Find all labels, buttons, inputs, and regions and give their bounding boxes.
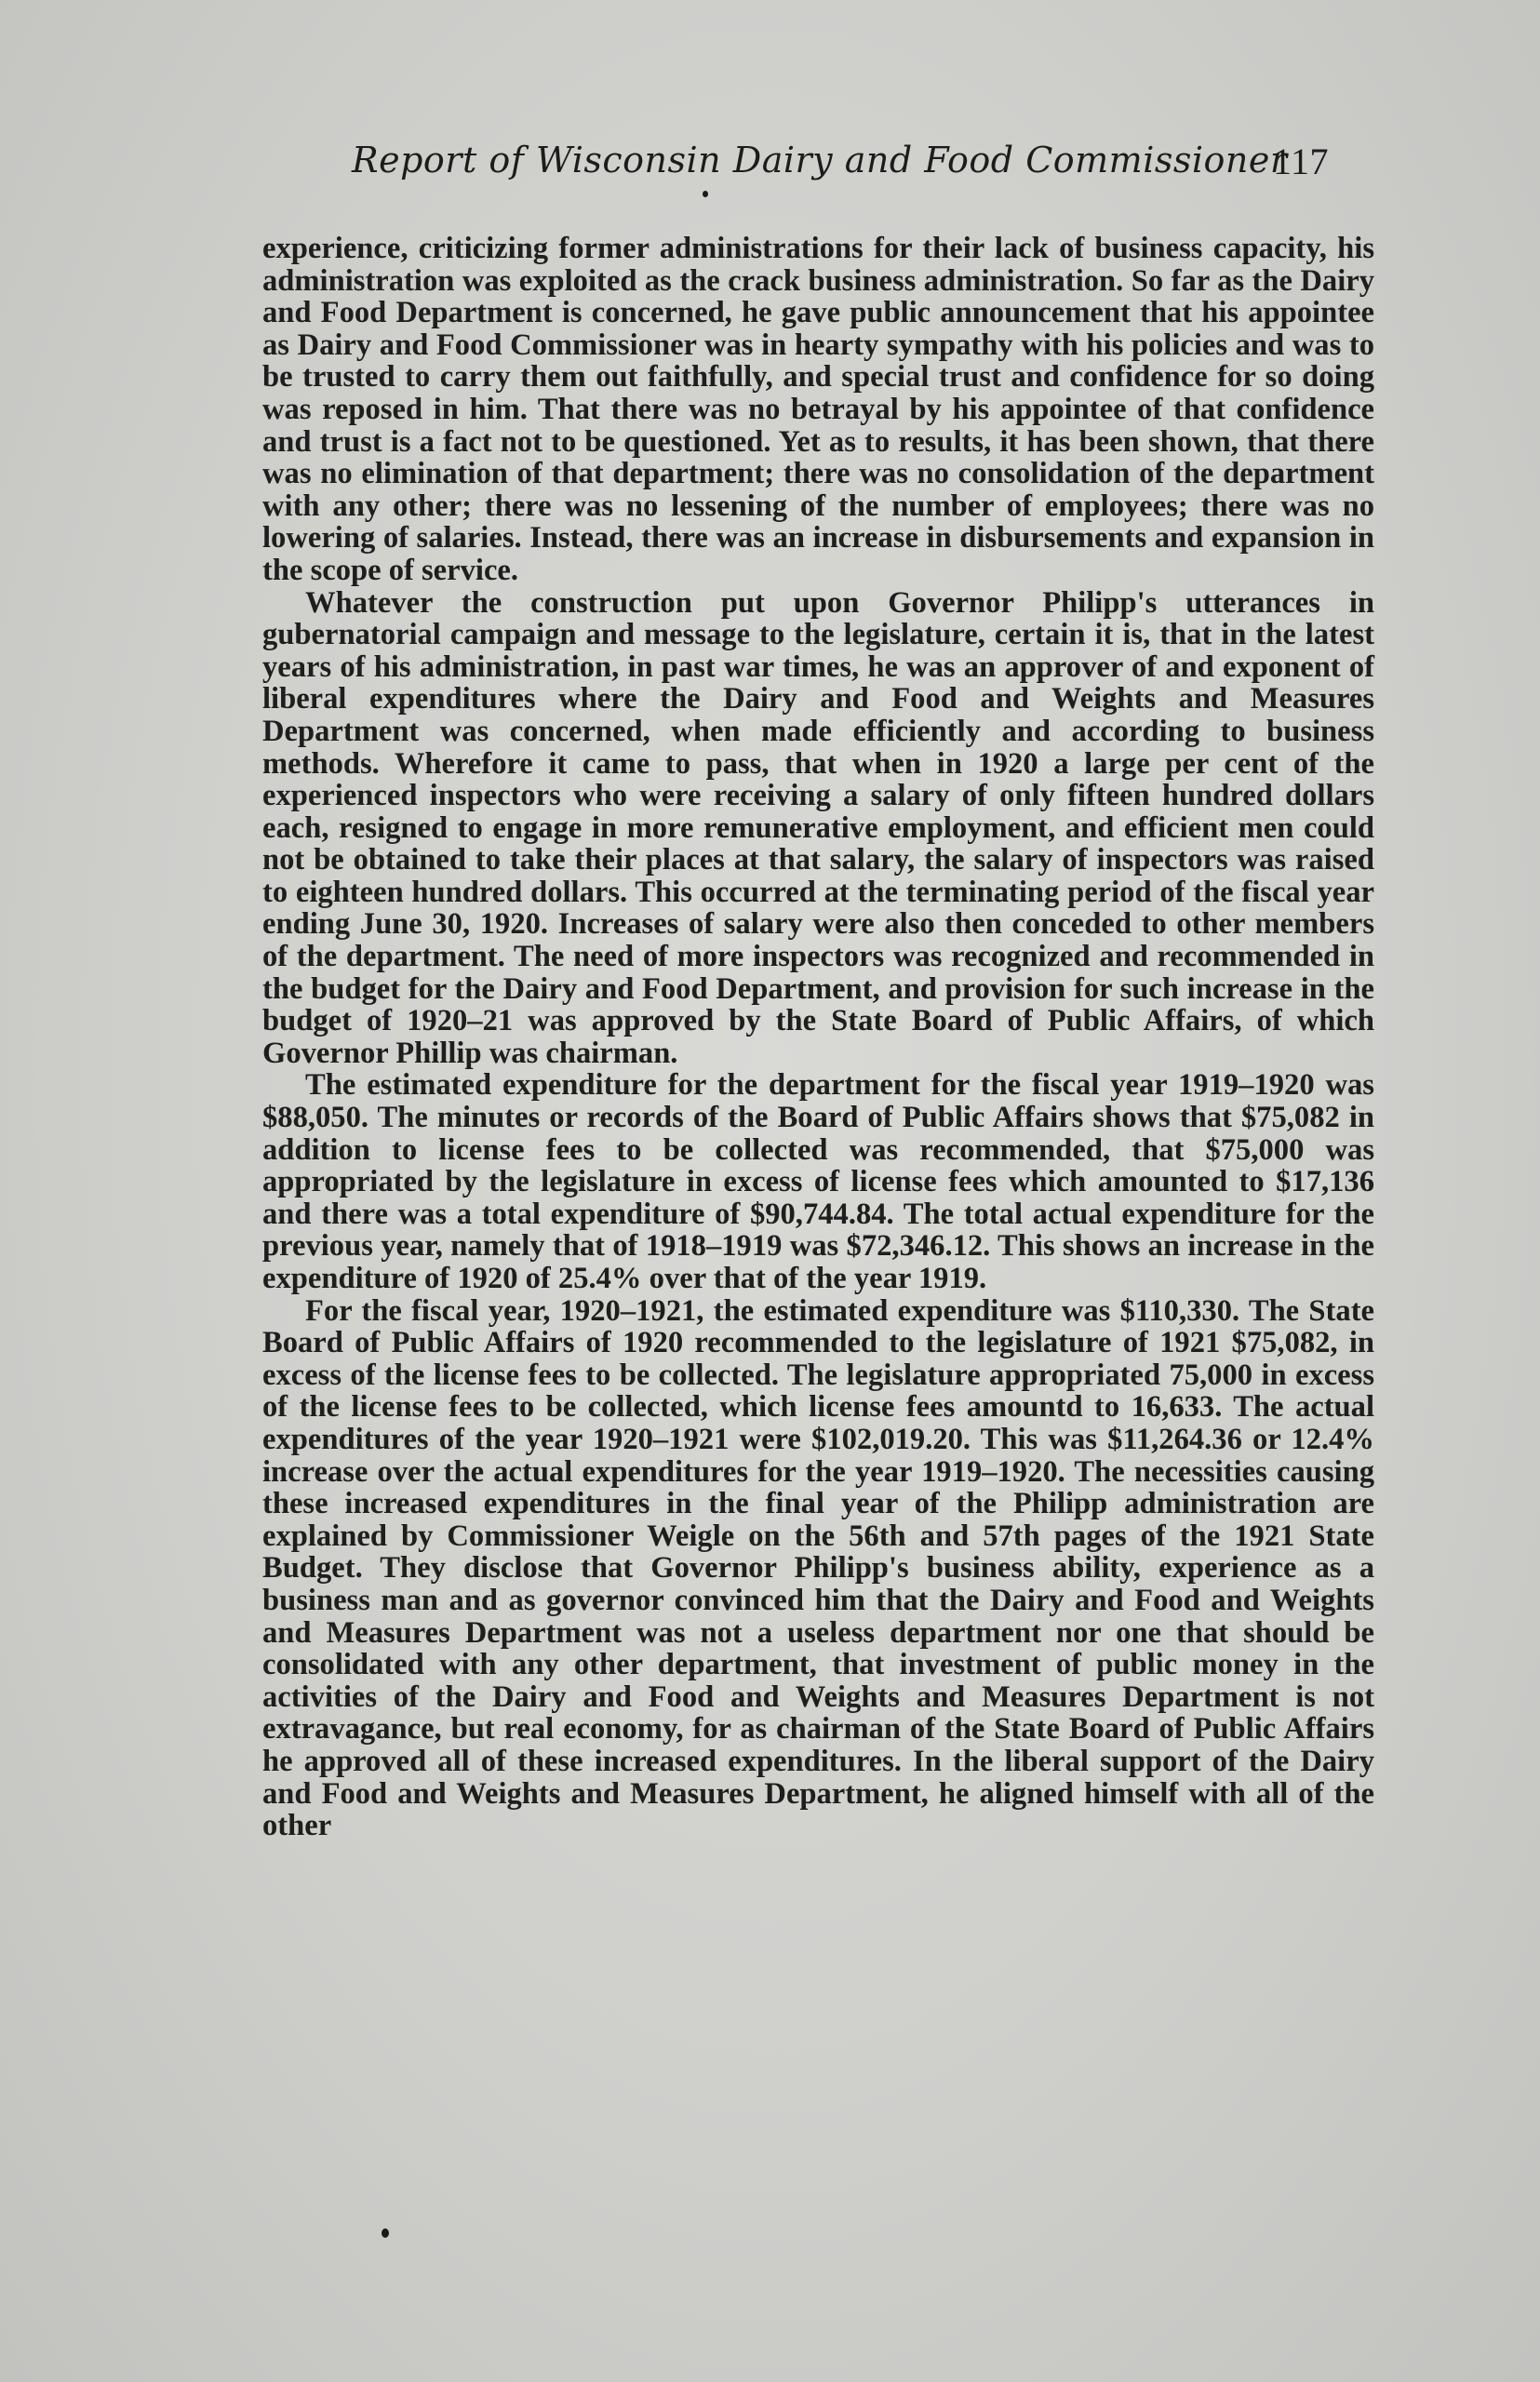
body-text	[262, 233, 1374, 1842]
paragraph: experience, criticizing former administrations for their lack of business capacity, his administration was exploited as the crack business administration. So far as the Dairy and Food Department is concerned, he gave public announcement that his appointee as Dairy and Food Commissioner was in hearty sympathy with his policies and was to be trusted to carry them out faithfully, and special trust and confidence for so doing was reposed in him. That there was no betrayal by his appointee of that confidence and trust is a fact not to be questioned. Yet as to results, it has been shown, that there was no elimination of that department; there was no consolidation of the department with any other; there was no lessening of the number of employees; there was no lowering of salaries. Instead, there was an increase in disbursements and expansion in the scope of service.	[262, 232, 1374, 587]
running-header	[352, 140, 1375, 195]
paragraph: The estimated expenditure for the department for the fiscal year 1919–1920 was $88,050. The minutes or records of the Board of Public Affairs shows that $75,082 in addition to license fees to be collected was recommended, that $75,000 was appropriated by the legislature in excess of license fees which amounted to $17,136 and there was a total expenditure of $90,744.84. The total actual expenditure for the previous year, namely that of 1918–1919 was $72,346.12. This shows an increase in the expenditure of 1920 of 25.4% over that of the year 1919.	[262, 1068, 1374, 1295]
paragraph: Whatever the construction put upon Governor Philipp's utterances in gubernatorial campaign and message to the legislature, certain it is, that in the latest years of his administration, in past war times, he was an approver of and exponent of liberal expenditures where the Dairy and Food and Weights and Measures Department was concerned, when made efficiently and according to business methods. Wherefore it came to pass, that when in 1920 a large per cent of the experienced inspectors who were receiving a salary of only fifteen hundred dollars each, resigned to engage in more remunerative employment, and efficient men could not be obtained to take their places at that salary, the salary of inspectors was raised to eighteen hundred dollars. This occurred at the terminating period of the fiscal year ending June 30, 1920. Increases of salary were also then conceded to other members of the department. The need of more inspectors was recognized and recommended in the budget for the Dairy and Food Department, and provision for such increase in the budget of 1920–21 was approved by the State Board of Public Affairs, of which Governor Phillip was chairman.	[262, 585, 1374, 1070]
ink-speck	[703, 191, 708, 197]
paragraph: For the fiscal year, 1920–1921, the estimated expenditure was $110,330. The State Board of Public Affairs of 1920 recommended to the legislature of 1921 $75,082, in excess of the license fees to be collected. The legislature appropriated 75,000 in excess of the license fees to be collected, which license fees amountd to 16,633. The actual expenditures of the year 1920–1921 were $102,019.20. This was $11,264.36 or 12.4% increase over the actual expenditures for the year 1919–1920. The necessities causing these increased expenditures in the final year of the Philipp administration are explained by Commissioner Weigle on the 56th and 57th pages of the 1921 State Budget. They disclose that Governor Philipp's business ability, experience as a business man and as governor convinced him that the Dairy and Food and Weights and Measures Department was not a useless department nor one that should be consolidated with any other department, that investment of public money in the activities of the Dairy and Food and Weights and Measures Department is not extravagance, but real economy, for as chairman of the State Board of Public Affairs he approved all of these increased expenditures. In the liberal support of the Dairy and Food and Weights and Measures Department, he aligned himself with all of the other	[262, 1293, 1374, 1843]
page-number: 117	[1273, 141, 1330, 182]
running-title: Report of Wisconsin Dairy and Food Commissioner	[352, 140, 1288, 181]
ink-speck	[382, 2228, 389, 2238]
